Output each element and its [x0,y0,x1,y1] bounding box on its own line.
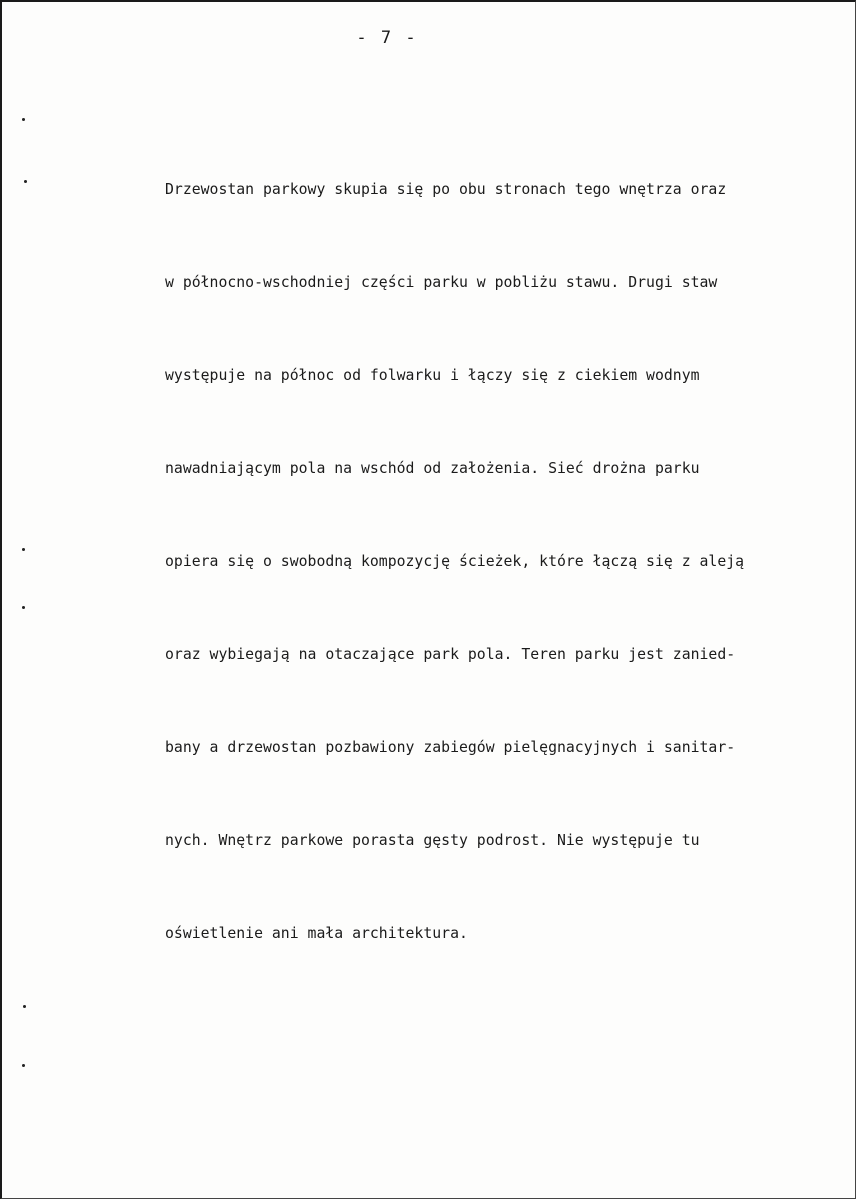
text-line: nych. Wnętrz parkowe porasta gęsty podrost. Nie występuje tu [165,832,700,849]
scan-speck [22,118,25,121]
text-line: Drzewostan parkowy skupia się po obu stronach tego wnętrza oraz [165,181,727,198]
scan-speck [24,180,27,183]
scan-speck [23,1005,26,1008]
body-paragraph [165,112,855,1011]
text-line: bany a drzewostan pozbawiony zabiegów pielęgnacyjnych i sanitar- [165,739,736,756]
page-number: - 7 - [356,28,418,48]
text-line: oraz wybiegają na otaczające park pola. Teren parku jest zanied- [165,646,736,663]
text-line: nawadniającym pola na wschód od założenia. Sieć drożna parku [165,460,700,477]
text-line: oświetlenie ani mała architektura. [165,925,468,942]
scan-speck [22,606,25,609]
text-line: występuje na północ od folwarku i łączy się z ciekiem wodnym [165,367,700,384]
text-line: opiera się o swobodną kompozycję ścieżek, które łączą się z aleją [165,553,745,570]
scan-speck [22,548,25,551]
text-line: w północno-wschodniej części parku w pobliżu stawu. Drugi staw [165,274,718,291]
scan-speck [22,1064,25,1067]
